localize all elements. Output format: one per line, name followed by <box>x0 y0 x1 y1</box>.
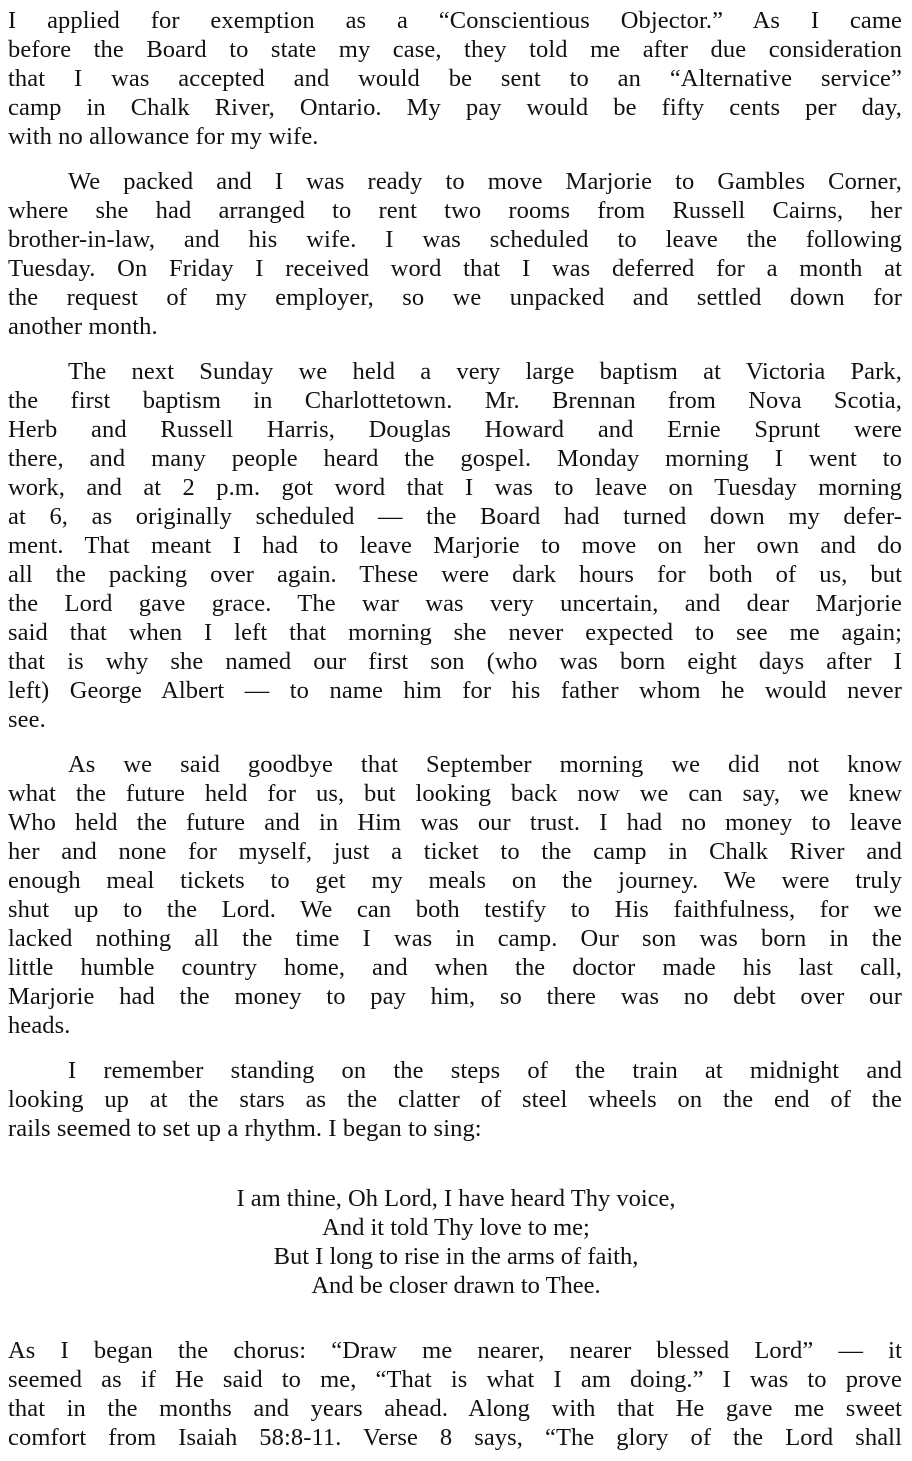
text-line: little humble country home, and when the doctor made his last call, <box>8 954 902 981</box>
text-line: brother-in-law, and his wife. I was scheduled to leave the following <box>8 226 902 253</box>
text-line: that is why she named our first son (who was born eight days after I <box>8 648 902 675</box>
text-line: another month. <box>8 313 158 340</box>
text-line: at 6, as originally scheduled — the Board had turned down my defer- <box>8 503 902 530</box>
text-line: seemed as if He said to me, “That is what I am doing.” I was to prove <box>8 1366 902 1393</box>
text-line: ment. That meant I had to leave Marjorie to move on her own and do <box>8 532 902 559</box>
text-line: We packed and I was ready to move Marjorie to Gambles Corner, <box>68 168 902 195</box>
verse-line: And it told Thy love to me; <box>322 1214 590 1241</box>
text-line: Marjorie had the money to pay him, so there was no debt over our <box>8 983 902 1010</box>
text-line: the request of my employer, so we unpacked and settled down for <box>8 284 902 311</box>
text-line: The next Sunday we held a very large baptism at Victoria Park, <box>68 358 902 385</box>
text-line: heads. <box>8 1012 71 1039</box>
text-line: looking up at the stars as the clatter of steel wheels on the end of the <box>8 1086 902 1113</box>
text-line: where she had arranged to rent two rooms from Russell Cairns, her <box>8 197 902 224</box>
text-line: with no allowance for my wife. <box>8 123 319 150</box>
text-line: the first baptism in Charlottetown. Mr. Brennan from Nova Scotia, <box>8 387 902 414</box>
text-line: there, and many people heard the gospel. Monday morning I went to <box>8 445 902 472</box>
text-line: Tuesday. On Friday I received word that I was deferred for a month at <box>8 255 902 282</box>
verse-line: And be closer drawn to Thee. <box>311 1272 601 1299</box>
text-line: her and none for myself, just a ticket to the camp in Chalk River and <box>8 838 902 865</box>
text-line: before the Board to state my case, they told me after due consideration <box>8 36 902 63</box>
text-line: rails seemed to set up a rhythm. I began to sing: <box>8 1115 482 1142</box>
text-line: Herb and Russell Harris, Douglas Howard and Ernie Sprunt were <box>8 416 902 443</box>
text-line: I remember standing on the steps of the train at midnight and <box>68 1057 902 1084</box>
text-line: said that when I left that morning she never expected to see me again; <box>8 619 902 646</box>
text-line: shut up to the Lord. We can both testify to His faithfulness, for we <box>8 896 902 923</box>
text-line: I applied for exemption as a “Conscientious Objector.” As I came <box>8 7 902 34</box>
text-line: Who held the future and in Him was our trust. I had no money to leave <box>8 809 902 836</box>
text-line: As we said goodbye that September morning we did not know <box>68 751 902 778</box>
text-line: see. <box>8 706 46 733</box>
text-line: As I began the chorus: “Draw me nearer, nearer blessed Lord” — it <box>8 1337 902 1364</box>
text-line: left) George Albert — to name him for his father whom he would never <box>8 677 902 704</box>
text-line: work, and at 2 p.m. got word that I was to leave on Tuesday morning <box>8 474 902 501</box>
text-line: enough meal tickets to get my meals on the journey. We were truly <box>8 867 902 894</box>
verse-line: But I long to rise in the arms of faith, <box>273 1243 639 1270</box>
text-line: the Lord gave grace. The war was very uncertain, and dear Marjorie <box>8 590 902 617</box>
text-line: comfort from Isaiah 58:8-11. Verse 8 says, “The glory of the Lord shall <box>8 1424 902 1451</box>
text-line: that in the months and years ahead. Along with that He gave me sweet <box>8 1395 902 1422</box>
verse-line: I am thine, Oh Lord, I have heard Thy voice, <box>236 1185 676 1212</box>
text-line: what the future held for us, but looking back now we can say, we knew <box>8 780 902 807</box>
text-line: all the packing over again. These were dark hours for both of us, but <box>8 561 902 588</box>
text-line: that I was accepted and would be sent to an “Alternative service” <box>8 65 902 92</box>
text-line: lacked nothing all the time I was in camp. Our son was born in the <box>8 925 902 952</box>
text-line: camp in Chalk River, Ontario. My pay would be fifty cents per day, <box>8 94 902 121</box>
